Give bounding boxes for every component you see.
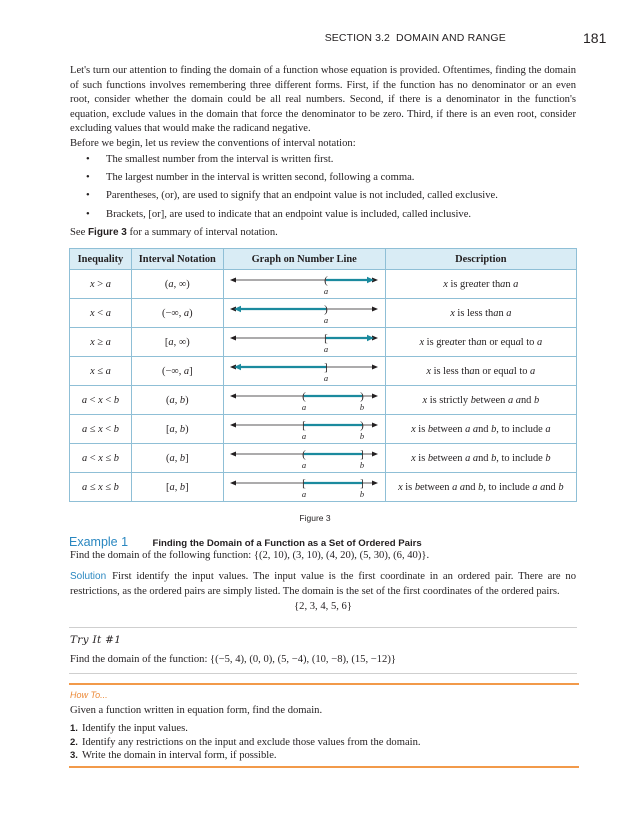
table-row bbox=[70, 473, 577, 502]
endpoint-symbol: ( bbox=[324, 274, 328, 287]
column-header-description: Description bbox=[385, 249, 576, 270]
endpoint-label: a bbox=[302, 431, 307, 441]
conventions-lead: Before we begin, let us review the conventions of interval notation: bbox=[70, 138, 356, 149]
example-solution: Solution First identify the input values. The input value is the first coordinate in an ordered pair. There are no restrictions, as the ordered pairs are simply listed. The domain is the set of the first coordinates of the ordered pairs. bbox=[70, 571, 576, 597]
cell-number-line bbox=[223, 270, 385, 299]
howto-bottom-rule bbox=[69, 766, 579, 768]
cell-inequality: a < x < b bbox=[70, 386, 132, 415]
number-line bbox=[226, 358, 382, 384]
page-header bbox=[0, 30, 630, 50]
example-label: Example 1 bbox=[69, 535, 129, 549]
endpoint-symbol: ] bbox=[360, 477, 364, 490]
list-item: 1. Identify the input values. bbox=[70, 723, 188, 734]
howto-title: How To... bbox=[70, 690, 108, 700]
right-arrow-icon bbox=[372, 394, 378, 399]
cell-description: x is strictly between a and b bbox=[385, 386, 576, 415]
left-arrow-icon bbox=[230, 278, 236, 283]
endpoint-symbol: ) bbox=[324, 303, 328, 316]
endpoint-symbol: ) bbox=[360, 390, 364, 403]
cell-number-line bbox=[223, 444, 385, 473]
try-it-text: Find the domain of the function: {(−5, 4), (0, 0), (5, −4), (10, −8), (15, −12)} bbox=[70, 654, 396, 665]
right-arrow-icon bbox=[372, 423, 378, 428]
endpoint-label: b bbox=[360, 431, 365, 441]
table-row bbox=[70, 415, 577, 444]
shade-arrow-icon bbox=[234, 364, 241, 370]
column-header-graph: Graph on Number Line bbox=[223, 249, 385, 270]
divider bbox=[69, 627, 577, 628]
cell-inequality: a ≤ x ≤ b bbox=[70, 473, 132, 502]
cell-interval: [a, ∞) bbox=[131, 328, 223, 357]
list-item: 2. Identify any restrictions on the input and exclude those values from the domain. bbox=[70, 736, 421, 748]
endpoint-symbol: ( bbox=[302, 448, 306, 461]
cell-description: x is greater than a bbox=[385, 270, 576, 299]
cell-number-line bbox=[223, 415, 385, 444]
table-row bbox=[70, 357, 577, 386]
example-title: Finding the Domain of a Function as a Set of Ordered Pairs bbox=[152, 538, 422, 549]
divider bbox=[69, 673, 577, 674]
right-arrow-icon bbox=[372, 307, 378, 312]
cell-description: x is less than a bbox=[385, 299, 576, 328]
cell-description: x is between a and b, to include a and b bbox=[385, 473, 576, 502]
page-number: 181 bbox=[583, 30, 607, 46]
intro-paragraph: Let's turn our attention to finding the domain of a function whose equation is provided. Oftentimes, finding the domain of such functions involves remembering three different forms. First, if the function has no denominator or an even root, consider whether the domain could be all real numbers. Second, if there is a denominator in the function's equation, exclude values in the domain that force the denominator to be zero. Third, if there is an even root, consider excluding values that would make the radicand negative. bbox=[70, 65, 576, 135]
column-header-inequality: Inequality bbox=[70, 249, 132, 270]
cell-number-line bbox=[223, 328, 385, 357]
right-arrow-icon bbox=[372, 481, 378, 486]
endpoint-label: a bbox=[302, 402, 307, 412]
cell-inequality: x > a bbox=[70, 270, 132, 299]
cell-inequality: x ≤ a bbox=[70, 357, 132, 386]
number-line bbox=[226, 387, 382, 413]
left-arrow-icon bbox=[230, 423, 236, 428]
table-row bbox=[70, 444, 577, 473]
shade-arrow-icon bbox=[234, 306, 241, 312]
cell-inequality: x ≥ a bbox=[70, 328, 132, 357]
conventions-list bbox=[86, 153, 566, 226]
endpoint-symbol: ) bbox=[360, 419, 364, 432]
interval-notation-table bbox=[69, 248, 577, 502]
solution-label: Solution bbox=[70, 571, 107, 582]
table-row bbox=[70, 270, 577, 299]
endpoint-label: b bbox=[360, 489, 365, 499]
endpoint-symbol: [ bbox=[302, 419, 306, 432]
howto-top-rule bbox=[69, 683, 579, 685]
cell-number-line bbox=[223, 299, 385, 328]
endpoint-label: b bbox=[360, 402, 365, 412]
howto-intro: Given a function written in equation form, find the domain. bbox=[70, 705, 323, 716]
cell-description: x is less than or equal to a bbox=[385, 357, 576, 386]
endpoint-symbol: ( bbox=[302, 390, 306, 403]
left-arrow-icon bbox=[230, 452, 236, 457]
section-heading: SECTION 3.2 DOMAIN AND RANGE bbox=[324, 32, 506, 44]
try-it-title: Try It #1 bbox=[70, 634, 122, 646]
table-header-row bbox=[70, 249, 577, 270]
cell-number-line bbox=[223, 473, 385, 502]
figure-reference: See Figure 3 for a summary of interval notation. bbox=[70, 227, 278, 238]
number-line bbox=[226, 300, 382, 326]
cell-inequality: a ≤ x < b bbox=[70, 415, 132, 444]
cell-inequality: x < a bbox=[70, 299, 132, 328]
cell-number-line bbox=[223, 357, 385, 386]
figure-link: Figure 3 bbox=[87, 227, 127, 238]
cell-description: x is greater than or equal to a bbox=[385, 328, 576, 357]
cell-inequality: a < x ≤ b bbox=[70, 444, 132, 473]
endpoint-label: a bbox=[324, 373, 329, 383]
list-item: • Parentheses, (or), are used to signify that an endpoint value is not included, called exclusive. bbox=[86, 189, 566, 207]
shade-arrow-icon bbox=[367, 277, 374, 283]
endpoint-symbol: ] bbox=[360, 448, 364, 461]
table-row bbox=[70, 299, 577, 328]
list-item: • Brackets, [or], are used to indicate that an endpoint value is included, called inclusive. bbox=[86, 208, 566, 226]
endpoint-label: a bbox=[302, 460, 307, 470]
shade-arrow-icon bbox=[367, 335, 374, 341]
number-line bbox=[226, 474, 382, 500]
cell-interval: (a, ∞) bbox=[131, 270, 223, 299]
cell-description: x is between a and b, to include b bbox=[385, 444, 576, 473]
table-row bbox=[70, 386, 577, 415]
number-line bbox=[226, 329, 382, 355]
number-line bbox=[226, 445, 382, 471]
list-item: • The smallest number from the interval is written first. bbox=[86, 153, 566, 171]
endpoint-symbol: [ bbox=[302, 477, 306, 490]
cell-interval: [a, b) bbox=[131, 415, 223, 444]
endpoint-label: a bbox=[324, 315, 329, 325]
number-line bbox=[226, 271, 382, 297]
endpoint-symbol: ] bbox=[324, 361, 328, 374]
cell-interval: (a, b] bbox=[131, 444, 223, 473]
figure-caption: Figure 3 bbox=[299, 513, 331, 523]
left-arrow-icon bbox=[230, 336, 236, 341]
right-arrow-icon bbox=[372, 452, 378, 457]
endpoint-label: a bbox=[324, 286, 329, 296]
cell-description: x is between a and b, to include a bbox=[385, 415, 576, 444]
cell-interval: (a, b) bbox=[131, 386, 223, 415]
table-row bbox=[70, 328, 577, 357]
endpoint-symbol: [ bbox=[324, 332, 328, 345]
list-item: 3. Write the domain in interval form, if possible. bbox=[70, 750, 277, 762]
left-arrow-icon bbox=[230, 394, 236, 399]
column-header-interval: Interval Notation bbox=[131, 249, 223, 270]
cell-number-line bbox=[223, 386, 385, 415]
howto-steps bbox=[70, 722, 576, 763]
number-line bbox=[226, 416, 382, 442]
example-answer: {2, 3, 4, 5, 6} bbox=[294, 601, 352, 612]
endpoint-label: b bbox=[360, 460, 365, 470]
cell-interval: (−∞, a] bbox=[131, 357, 223, 386]
cell-interval: [a, b] bbox=[131, 473, 223, 502]
endpoint-label: a bbox=[302, 489, 307, 499]
endpoint-label: a bbox=[324, 344, 329, 354]
cell-interval: (−∞, a) bbox=[131, 299, 223, 328]
right-arrow-icon bbox=[372, 365, 378, 370]
list-item: • The largest number in the interval is written second, following a comma. bbox=[86, 171, 566, 189]
example-problem: Find the domain of the following function: {(2, 10), (3, 10), (4, 20), (5, 30), (6, 40)}. bbox=[70, 550, 430, 561]
left-arrow-icon bbox=[230, 481, 236, 486]
